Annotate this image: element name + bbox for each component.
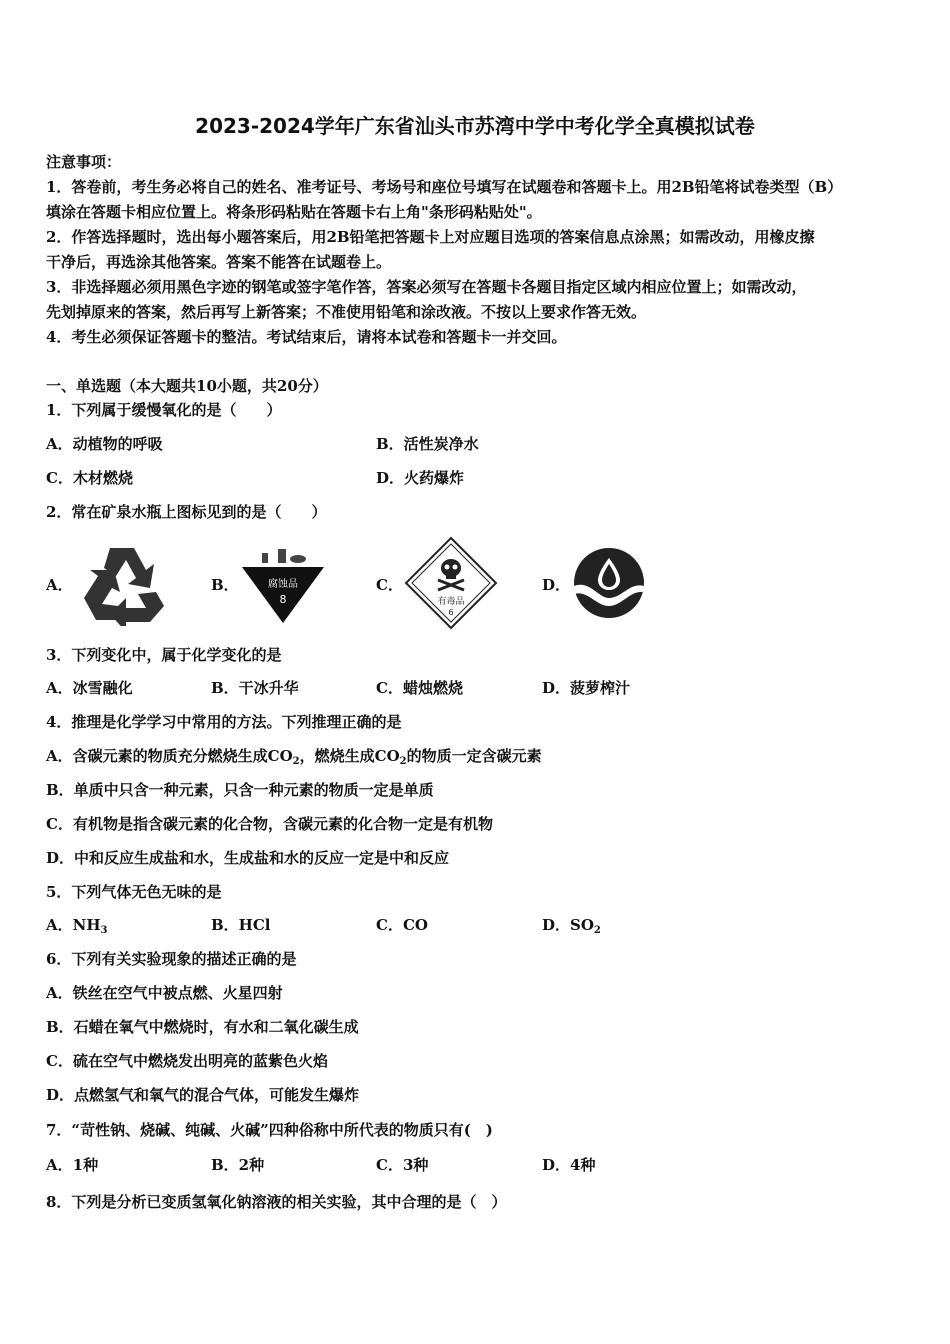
notice-line-3: 2．作答选择题时，选出每小题答案后，用2B铅笔把答题卡上对应题目选项的答案信息点涂黑；如需改动，用橡皮擦 <box>46 228 815 246</box>
q3-option-a[interactable]: A．冰雪融化 <box>46 679 133 697</box>
q7-option-a[interactable]: A．1种 <box>46 1156 99 1174</box>
q2-option-c[interactable]: C． <box>376 576 403 594</box>
q1-option-b[interactable]: B．活性炭净水 <box>376 435 479 453</box>
recycle-icon <box>76 540 168 626</box>
q1-option-a[interactable]: A．动植物的呼吸 <box>46 435 163 453</box>
notice-line-4: 干净后，再选涂其他答案。答案不能答在试题卷上。 <box>46 253 392 271</box>
q3-option-b[interactable]: B．干冰升华 <box>211 679 299 697</box>
section-heading: 一、单选题（本大题共10小题，共20分） <box>46 377 328 395</box>
q4-a-sub-1: 2 <box>292 756 300 767</box>
q4-a-text-3: 的物质一定含碳元素 <box>406 747 542 765</box>
notice-line-5: 3．非选择题必须用黑色字迹的钢笔或签字笔作答，答案必须写在答题卡各题目指定区域内相应位置上；如需改动， <box>46 278 807 296</box>
q5-option-a[interactable] <box>46 915 108 941</box>
corrosive-label: 腐蚀品 <box>268 579 298 590</box>
q7-option-b[interactable]: B．2种 <box>211 1156 265 1174</box>
q2-option-b[interactable]: B． <box>211 576 239 594</box>
q4-option-a[interactable] <box>46 746 542 772</box>
toxic-hazard-icon <box>404 536 498 630</box>
q4-a-sub-2: 2 <box>399 756 407 767</box>
q6-option-b[interactable]: B．石蜡在氧气中燃烧时，有水和二氧化碳生成 <box>46 1018 359 1036</box>
q7-stem: 7．“苛性钠、烧碱、纯碱、火碱”四种俗称中所代表的物质只有( ) <box>46 1121 493 1139</box>
q6-stem: 6．下列有关实验现象的描述正确的是 <box>46 950 297 968</box>
q2-option-d[interactable]: D． <box>542 576 571 594</box>
q5-option-b[interactable]: B．HCl <box>211 916 271 934</box>
q3-option-c[interactable]: C．蜡烛燃烧 <box>376 679 463 697</box>
corrosive-class: 8 <box>279 593 287 606</box>
notice-line-1: 1．答卷前，考生务必将自己的姓名、准考证号、考场号和座位号填写在试题卷和答题卡上。用2B铅笔将试卷类型（B） <box>46 178 843 196</box>
q6-option-a[interactable]: A．铁丝在空气中被点燃、火星四射 <box>46 984 283 1002</box>
q7-option-c[interactable]: C．3种 <box>376 1156 429 1174</box>
q3-stem: 3．下列变化中，属于化学变化的是 <box>46 646 282 664</box>
q2-stem: 2．常在矿泉水瓶上图标见到的是（ ） <box>46 503 327 521</box>
q3-option-d[interactable]: D．菠萝榨汁 <box>542 679 631 697</box>
toxic-class: 6 <box>448 608 454 617</box>
toxic-label: 有毒品 <box>437 597 465 607</box>
q5-option-d[interactable] <box>542 915 601 941</box>
q4-option-c[interactable]: C．有机物是指含碳元素的化合物，含碳元素的化合物一定是有机物 <box>46 815 493 833</box>
q5-stem: 5．下列气体无色无味的是 <box>46 883 222 901</box>
q5-d-text: D．SO <box>542 916 594 934</box>
q4-a-text-2: ，燃烧生成CO <box>299 747 400 765</box>
notice-heading: 注意事项： <box>46 153 122 171</box>
q5-a-text: A．NH <box>46 916 101 934</box>
q1-option-d[interactable]: D．火药爆炸 <box>376 469 465 487</box>
q5-a-sub: 3 <box>100 925 108 936</box>
q7-option-d[interactable]: D．4种 <box>542 1156 596 1174</box>
q6-option-c[interactable]: C．硫在空气中燃烧发出明亮的蓝紫色火焰 <box>46 1052 328 1070</box>
q2-option-a[interactable]: A． <box>46 576 73 594</box>
q4-stem: 4．推理是化学学习中常用的方法。下列推理正确的是 <box>46 713 402 731</box>
q5-option-c[interactable]: C．CO <box>376 916 428 934</box>
q5-d-sub: 2 <box>593 925 601 936</box>
notice-line-2: 填涂在答题卡相应位置上。将条形码粘贴在答题卡右上角"条形码粘贴处"。 <box>46 203 542 221</box>
q1-stem: 1．下列属于缓慢氧化的是（ ） <box>46 401 282 419</box>
q8-stem: 8．下列是分析已变质氢氧化钠溶液的相关实验，其中合理的是（ ） <box>46 1193 507 1211</box>
notice-line-6: 先划掉原来的答案，然后再写上新答案；不准使用铅笔和涂改液。不按以上要求作答无效。 <box>46 303 647 321</box>
q4-option-b[interactable]: B．单质中只含一种元素，只含一种元素的物质一定是单质 <box>46 781 434 799</box>
page-title: 2023-2024学年广东省汕头市苏湾中学中考化学全真模拟试卷 <box>195 114 755 138</box>
q1-option-c[interactable]: C．木材燃烧 <box>46 469 133 487</box>
corrosive-hazard-icon <box>240 545 326 625</box>
q6-option-d[interactable]: D．点燃氢气和氧气的混合气体，可能发生爆炸 <box>46 1086 360 1104</box>
q4-option-d[interactable]: D．中和反应生成盐和水，生成盐和水的反应一定是中和反应 <box>46 849 450 867</box>
q4-a-text-1: A．含碳元素的物质充分燃烧生成CO <box>46 747 293 765</box>
notice-line-7: 4．考生必须保证答题卡的整洁。考试结束后，请将本试卷和答题卡一并交回。 <box>46 328 567 346</box>
water-saving-icon <box>572 546 646 620</box>
